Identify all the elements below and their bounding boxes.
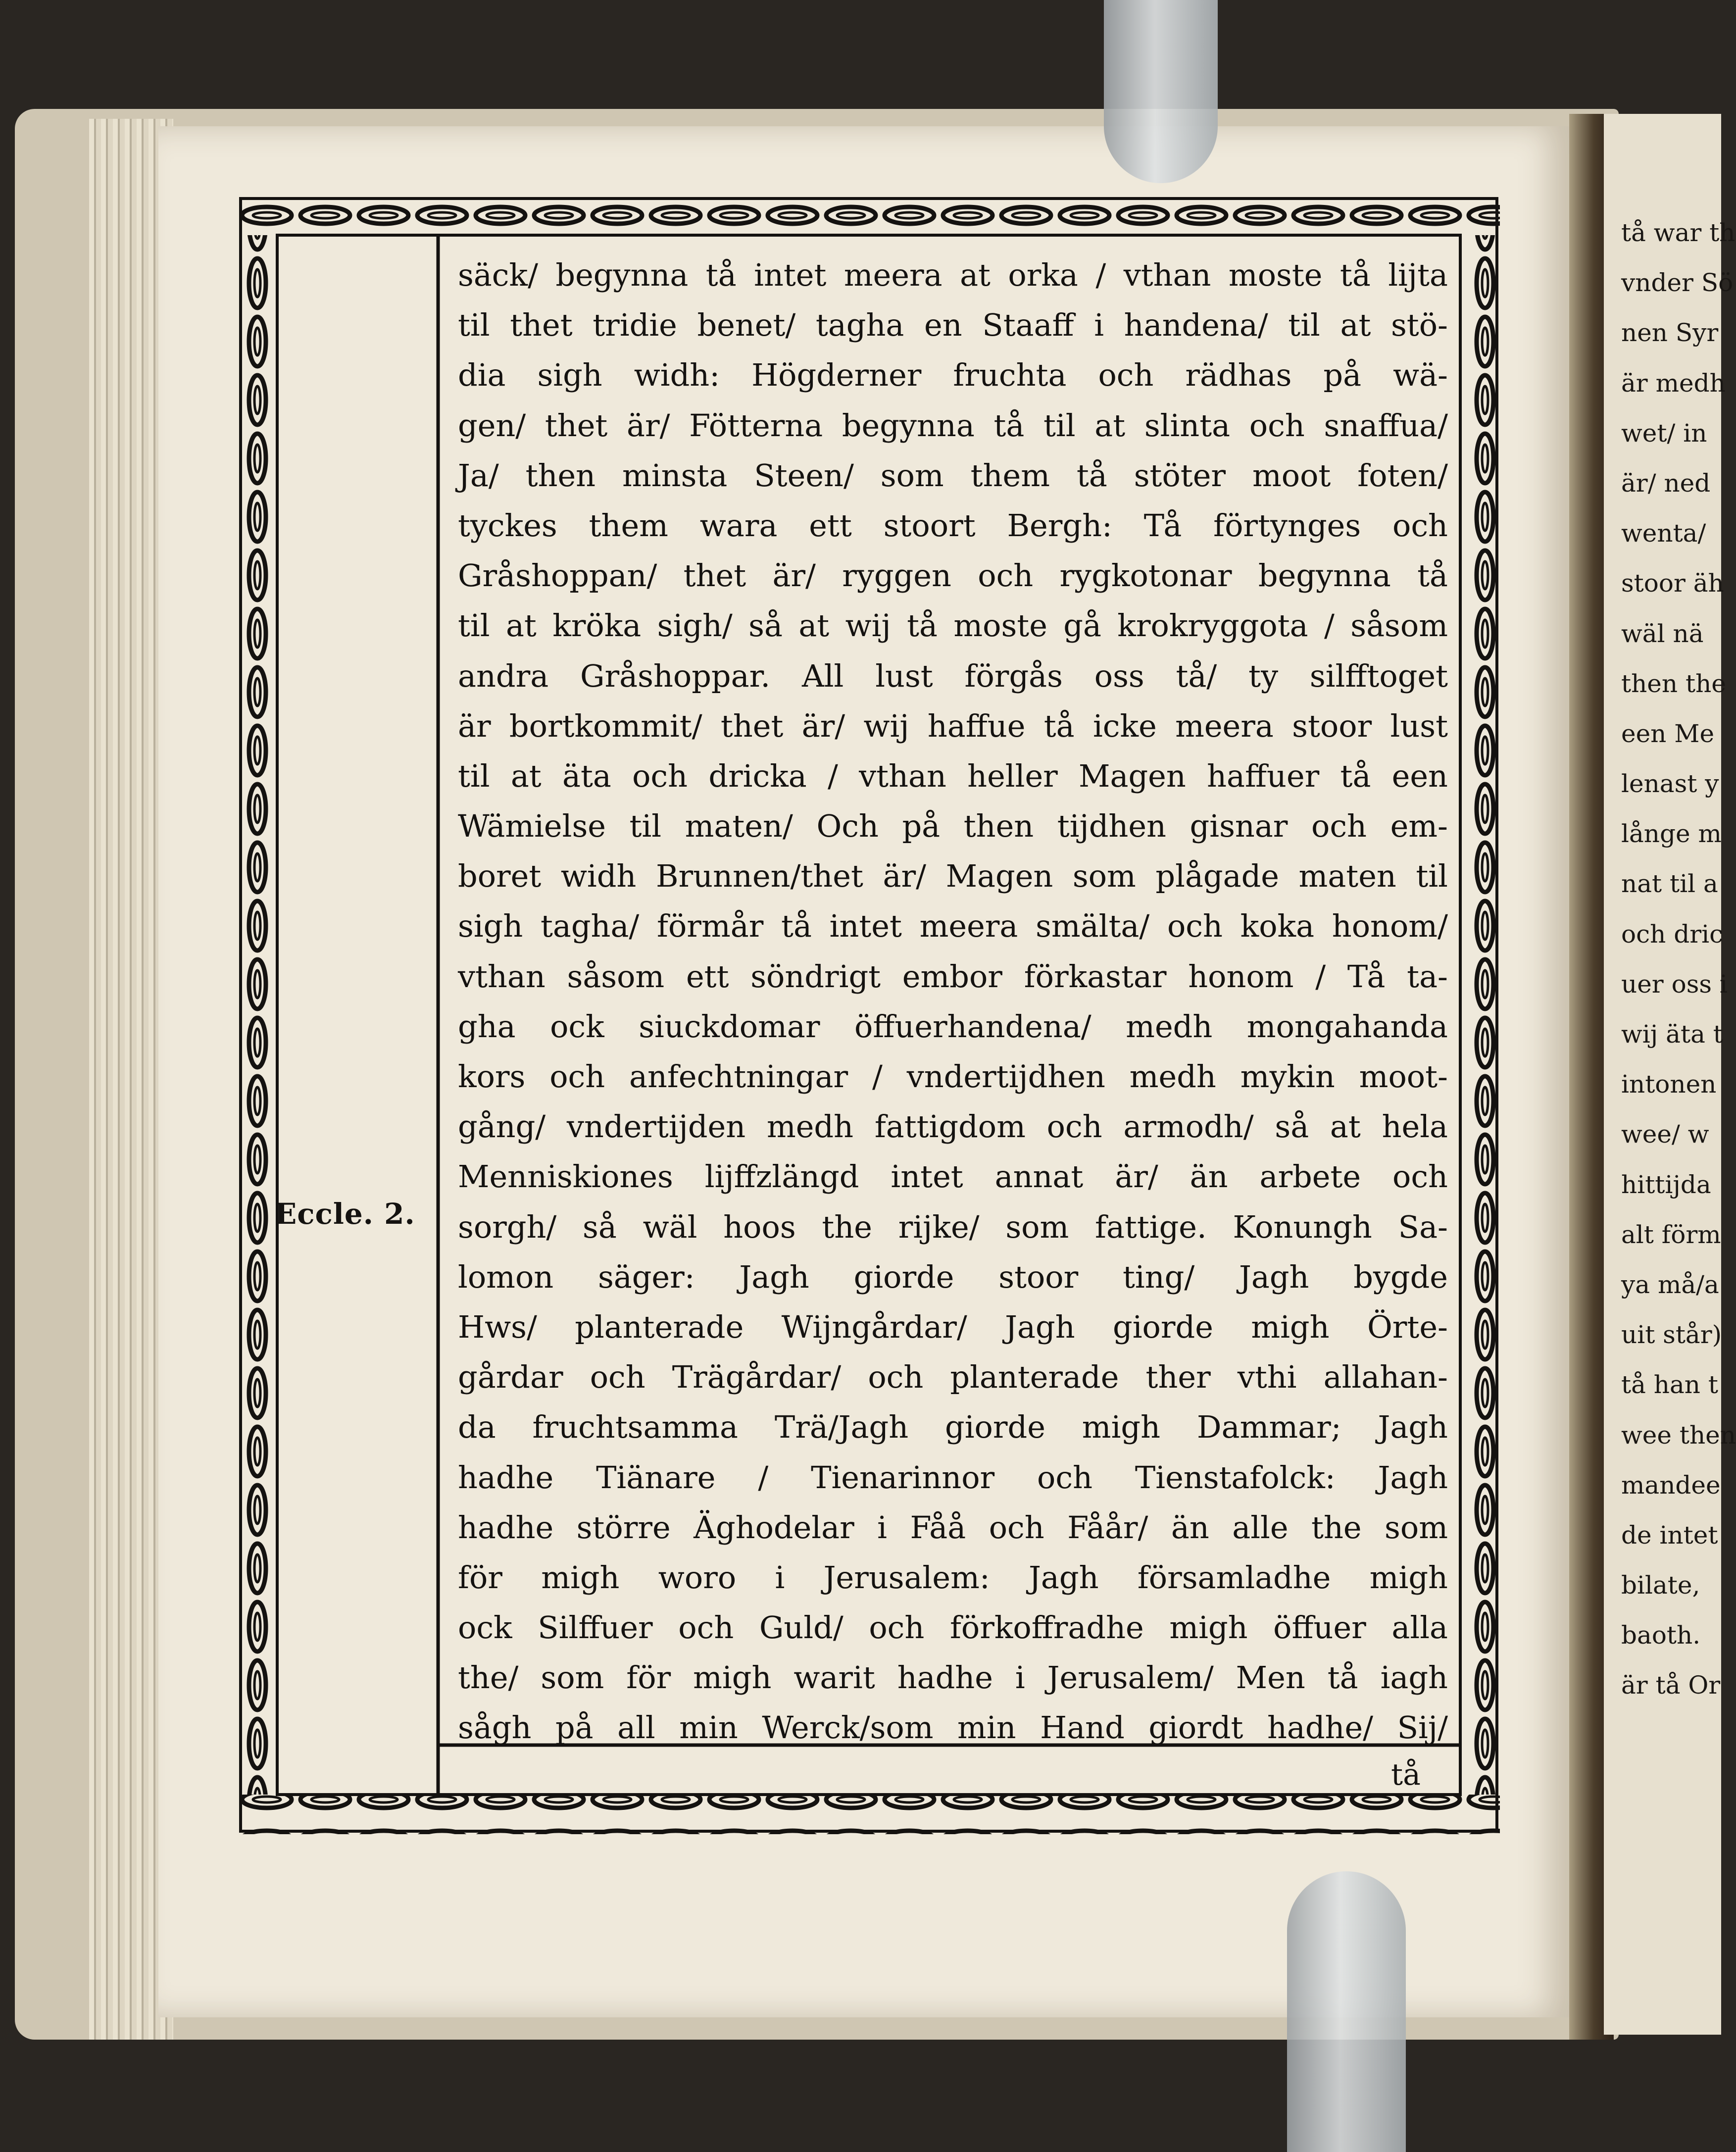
facing-page-line: alt förm — [1621, 1220, 1721, 1249]
text-line: boret widh Brunnen/thet är/ Magen som plågade maten til — [458, 858, 1448, 895]
facing-page-line: wet/ in — [1621, 418, 1707, 448]
facing-page-line: een Me — [1621, 719, 1715, 748]
facing-page-line: vnder Sö — [1621, 268, 1734, 298]
text-line: Menniskiones lijffzlängd intet annat är/ än arbete och — [458, 1158, 1448, 1195]
text-line: gång/ vndertijden medh fattigdom och armodh/ så at hela — [458, 1108, 1448, 1145]
facing-page-line: wenta/ — [1621, 519, 1706, 548]
text-line: sågh på all min Werck/som min Hand giordt hadhe/ Sij/ — [458, 1709, 1448, 1746]
facing-page-line: nat til a — [1621, 869, 1718, 899]
text-line: the/ som för migh warit hadhe i Jerusalem/ Men tå iagh — [458, 1659, 1448, 1696]
facing-page-line: och dric — [1621, 919, 1724, 949]
text-line: til thet tridie benet/ tagha en Staaff i handena/ til at stö- — [458, 307, 1448, 344]
text-line: lomon säger: Jagh giorde stoor ting/ Jagh bygde — [458, 1258, 1448, 1295]
text-line: hadhe Tiänare / Tienarinnor och Tienstafolck: Jagh — [458, 1459, 1448, 1496]
facing-page-line: then the — [1621, 669, 1726, 698]
facing-page-line: är/ ned — [1621, 468, 1711, 498]
facing-page-line: tå war th — [1621, 218, 1736, 247]
facing-page-line: ya må/a — [1621, 1270, 1719, 1299]
page-clip-top — [1104, 0, 1218, 183]
text-line: säck/ begynna tå intet meera at orka / vthan moste tå lijta — [458, 257, 1448, 293]
page-clip-bottom — [1287, 1871, 1406, 2152]
facing-page-line: mandee — [1621, 1470, 1721, 1500]
body-text — [458, 250, 1448, 1753]
facing-page-line: wee/ w — [1621, 1120, 1709, 1149]
margin-reference: Eccle. 2. — [275, 1197, 415, 1231]
text-line: gen/ thet är/ Fötterna begynna tå til at slinta och snaffua/ — [458, 407, 1448, 444]
facing-page-line: nen Syr — [1621, 318, 1719, 348]
facing-page-line: hittijda — [1621, 1170, 1711, 1199]
text-line: til at äta och dricka / vthan heller Magen haffuer tå een — [458, 757, 1448, 794]
facing-page-line: wij äta t — [1621, 1020, 1723, 1049]
facing-page-line: uit står) — [1621, 1320, 1722, 1350]
facing-page-line: långe m — [1621, 819, 1722, 849]
text-line: för migh woro i Jerusalem: Jagh församladhe migh — [458, 1559, 1448, 1596]
text-line: da fruchtsamma Trä/Jagh giorde migh Dammar; Jagh — [458, 1409, 1448, 1446]
facing-page-line: är tå Or — [1621, 1671, 1721, 1700]
facing-page-line: uer oss i — [1621, 969, 1728, 999]
facing-page-text — [1621, 208, 1736, 1711]
text-line: Gråshoppan/ thet är/ ryggen och rygkotonar begynna tå — [458, 557, 1448, 594]
facing-page-line: baoth. — [1621, 1621, 1701, 1650]
text-line: hadhe större Äghodelar i Fåå och Fåår/ än alle the som — [458, 1509, 1448, 1546]
text-line: gårdar och Trägårdar/ och planterade ther vthi allahan- — [458, 1359, 1448, 1396]
facing-page-line: bilate, — [1621, 1571, 1700, 1600]
text-line: är bortkommit/ thet är/ wij haffue tå icke meera stoor lust — [458, 707, 1448, 744]
facing-page-line: är medh — [1621, 368, 1726, 398]
text-line: vthan såsom ett söndrigt embor förkastar honom / Tå ta- — [458, 958, 1448, 995]
text-line: andra Gråshoppar. All lust förgås oss tå/ ty silfftoget — [458, 657, 1448, 694]
text-line: Ja/ then minsta Steen/ som them tå stöter moot foten/ — [458, 457, 1448, 494]
facing-page-line: lenast y — [1621, 769, 1719, 799]
text-line: Hws/ planterade Wijngårdar/ Jagh giorde migh Örte- — [458, 1308, 1448, 1345]
text-line: gha ock siuckdomar öffuerhandena/ medh mongahanda — [458, 1008, 1448, 1045]
facing-page-line: tå han t — [1621, 1370, 1718, 1400]
facing-page-line: wee then — [1621, 1420, 1736, 1450]
text-line: tyckes them wara ett stoort Bergh: Tå förtynges och — [458, 507, 1448, 544]
text-line: sigh tagha/ förmår tå intet meera smälta/ och koka honom/ — [458, 908, 1448, 945]
facing-page-line: intonen — [1621, 1070, 1717, 1099]
text-line: dia sigh widh: Högderner fruchta och rädhas på wä- — [458, 357, 1448, 394]
facing-page-line: stoor äh — [1621, 569, 1724, 598]
facing-page-line: de intet — [1621, 1520, 1718, 1550]
text-line: sorgh/ så wäl hoos the rijke/ som fattige. Konungh Sa- — [458, 1208, 1448, 1245]
text-line: til at kröka sigh/ så at wij tå moste gå krokryggota / såsom — [458, 607, 1448, 644]
text-line: kors och anfechtningar / vndertijdhen medh mykin moot- — [458, 1058, 1448, 1095]
facing-page-line: wäl nä — [1621, 619, 1704, 648]
text-line: ock Silffuer och Guld/ och förkoffradhe migh öffuer alla — [458, 1609, 1448, 1646]
catchword: tå — [1391, 1757, 1421, 1792]
text-line: Wämielse til maten/ Och på then tijdhen gisnar och em- — [458, 808, 1448, 845]
